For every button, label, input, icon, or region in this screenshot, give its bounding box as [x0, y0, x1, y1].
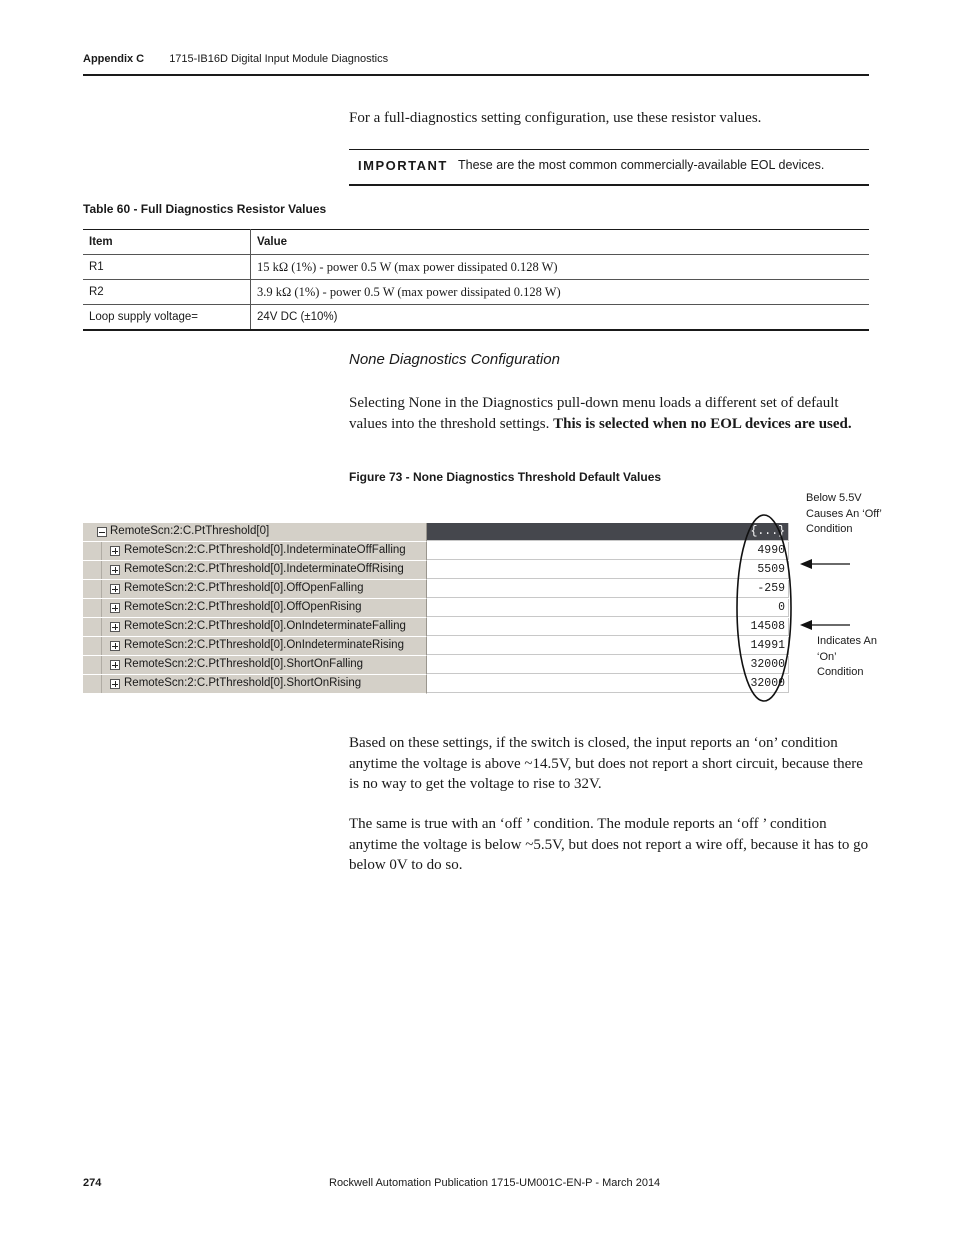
- value-cell: 15 kΩ (1%) - power 0.5 W (max power dissipated 0.128 W): [251, 255, 870, 280]
- intro-paragraph: For a full-diagnostics setting configuration, use these resistor values.: [349, 110, 762, 126]
- page-number: 274: [83, 1177, 102, 1189]
- tag-value[interactable]: {...}: [427, 523, 789, 541]
- important-text: These are the most common commercially-available EOL devices.: [458, 158, 825, 172]
- none-paragraph-text: Selecting None in the Diagnostics pull-down menu loads a different set of default values into the threshold settings.: [349, 395, 839, 432]
- tag-name: RemoteScn:2:C.PtThreshold[0]: [110, 525, 270, 537]
- callout-on: [817, 634, 877, 681]
- tag-name: RemoteScn:2:C.PtThreshold[0].ShortOnFalling: [124, 658, 364, 670]
- callout-off-line: Condition: [806, 523, 853, 535]
- value-cell: 3.9 kΩ (1%) - power 0.5 W (max power dissipated 0.128 W): [251, 280, 870, 305]
- callout-off: [806, 491, 882, 538]
- tag-value[interactable]: 32000: [427, 656, 789, 674]
- arrow-on-icon: [800, 620, 850, 630]
- tag-value[interactable]: 5509: [427, 561, 789, 579]
- off-condition-paragraph: The same is true with an ‘off ’ condition. The module reports an ‘off ’ condition anytime the voltage is below ~5.5V, but does not report a wire off, because it has to go below 0V to do so.: [349, 816, 869, 873]
- highlight-ellipse: [737, 515, 791, 701]
- tag-value[interactable]: -259: [427, 580, 789, 598]
- table-caption: Table 60 - Full Diagnostics Resistor Values: [83, 202, 327, 216]
- tag-name: RemoteScn:2:C.PtThreshold[0].IndeterminateOffRising: [124, 563, 404, 575]
- tag-name: RemoteScn:2:C.PtThreshold[0].IndeterminateOffFalling: [124, 544, 406, 556]
- tag-value[interactable]: 14991: [427, 637, 789, 655]
- tag-value[interactable]: 32000: [427, 675, 789, 693]
- arrow-off-icon: [800, 559, 850, 569]
- tag-value[interactable]: 4990: [427, 542, 789, 560]
- figure-caption: Figure 73 - None Diagnostics Threshold Default Values: [349, 470, 662, 484]
- tag-name: RemoteScn:2:C.PtThreshold[0].OnIndeterminateRising: [124, 639, 404, 651]
- tag-value[interactable]: 14508: [427, 618, 789, 636]
- tag-name: RemoteScn:2:C.PtThreshold[0].ShortOnRising: [124, 677, 362, 689]
- important-label: IMPORTANT: [358, 158, 448, 173]
- item-cell: R1: [83, 255, 251, 280]
- callout-on-line: Indicates An: [817, 635, 877, 647]
- appendix-label: Appendix C: [83, 53, 145, 65]
- publication-footer: Rockwell Automation Publication 1715-UM001C-EN-P - March 2014: [329, 1177, 661, 1189]
- chapter-title: 1715-IB16D Digital Input Module Diagnostics: [169, 53, 389, 65]
- value-cell: 24V DC (±10%): [251, 305, 870, 331]
- item-cell: Loop supply voltage=: [83, 305, 251, 331]
- on-condition-paragraph: Based on these settings, if the switch is closed, the input reports an ‘on’ condition anytime the voltage is above ~14.5V, but does not report a short circuit, because there is no way to get the voltage to rise to 32V.: [349, 735, 863, 792]
- tag-name: RemoteScn:2:C.PtThreshold[0].OffOpenFalling: [124, 582, 364, 594]
- callout-on-line: ‘On’: [817, 650, 837, 663]
- tag-name: RemoteScn:2:C.PtThreshold[0].OffOpenRising: [124, 601, 362, 613]
- item-cell: R2: [83, 280, 251, 305]
- callout-on-line: Condition: [817, 666, 864, 678]
- tag-value[interactable]: 0: [427, 599, 789, 617]
- column-header-item: Item: [83, 230, 251, 255]
- section-heading: None Diagnostics Configuration: [349, 351, 560, 368]
- callout-off-line: Causes An ‘Off’: [806, 507, 882, 520]
- none-paragraph-emphasis: This is selected when no EOL devices are used.: [553, 415, 852, 432]
- callout-off-line: Below 5.5V: [806, 492, 862, 504]
- tag-name: RemoteScn:2:C.PtThreshold[0].OnIndeterminateFalling: [124, 620, 406, 632]
- column-header-value: Value: [251, 230, 870, 255]
